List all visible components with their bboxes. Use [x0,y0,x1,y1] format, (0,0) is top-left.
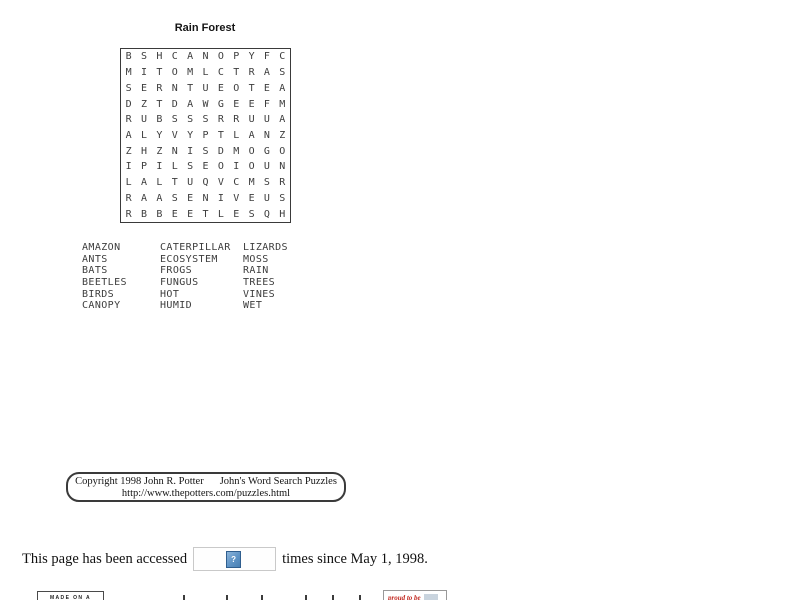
grid-letter: B [156,208,163,220]
word-list-column-3 [243,242,288,312]
grid-letter: A [187,51,194,63]
word-list-item: LIZARDS [243,242,288,253]
proud-badge-text: proud to be [388,594,421,600]
grid-letter: N [263,129,270,141]
grid-letter: H [279,208,286,220]
grid-letter: H [141,145,148,157]
access-text-prefix: This page has been accessed [22,550,188,567]
grid-letter: A [263,67,270,79]
grid-letter: O [279,145,286,157]
grid-letter: Z [125,145,132,157]
clipped-text-fragment [359,595,361,600]
clipped-text-fragment [305,595,307,600]
grid-letter: V [171,129,178,141]
grid-letter: S [187,161,194,173]
grid-letter: L [233,129,240,141]
grid-letter: A [156,192,163,204]
grid-letter: U [263,114,270,126]
grid-letter: L [125,177,132,189]
copyright-line1 [68,476,344,488]
word-list-item: ECOSYSTEM [160,253,218,265]
grid-letter: E [233,208,240,220]
grid-letter: A [279,82,286,94]
grid-letter: M [233,145,240,157]
copyright-text: Copyright 1998 John R. Potter [75,476,204,487]
grid-letter: Q [202,177,209,189]
grid-letter: D [171,98,178,110]
grid-letter: M [248,177,255,189]
grid-letter: O [171,67,178,79]
access-counter-line [22,547,428,571]
grid-letter: O [233,82,240,94]
grid-letter: U [202,82,209,94]
grid-letter: Y [187,129,194,141]
grid-letter: E [141,82,148,94]
grid-letter: H [156,51,163,63]
grid-letter: Z [156,145,163,157]
word-list-item: VINES [243,288,276,300]
grid-letter: L [217,208,224,220]
grid-letter: T [248,82,255,94]
grid-letter: S [187,114,194,126]
grid-letter: N [202,51,209,63]
grid-letter: I [125,161,132,173]
grid-letter: E [263,82,270,94]
grid-letter: V [233,192,240,204]
grid-letter: W [202,98,209,110]
word-list-item: MOSS [243,253,269,265]
grid-letter: F [263,98,270,110]
grid-letter: A [279,114,286,126]
grid-letter: A [248,129,255,141]
grid-letter: Z [279,129,286,141]
grid-letter: E [171,208,178,220]
word-list-item: WET [243,300,263,312]
grid-letter: B [141,208,148,220]
grid-letter: M [187,67,194,79]
grid-letter: R [156,82,163,94]
grid-letter: A [141,177,148,189]
word-list-item: FROGS [160,265,193,277]
grid-letter: T [202,208,209,220]
grid-letter: N [202,192,209,204]
grid-letter: S [171,114,178,126]
word-list-item: TREES [243,277,276,289]
grid-letter: S [202,114,209,126]
grid-letter: S [248,208,255,220]
grid-letter: G [217,98,224,110]
site-name: John's Word Search Puzzles [219,476,337,487]
word-list-column-2 [160,242,231,312]
grid-letter: A [125,129,132,141]
grid-letter: D [217,145,224,157]
grid-letter: C [233,177,240,189]
grid-letter: N [171,82,178,94]
access-text-suffix: times since May 1, 1998. [282,550,428,567]
made-on-a-mac-badge[interactable]: MADE ON A [37,591,104,600]
copyright-box [66,472,346,502]
word-list-item: AMAZON [82,242,121,253]
page-title: Rain Forest [174,22,236,34]
grid-letter: E [217,82,224,94]
grid-letter: Y [248,51,255,63]
grid-letter: T [187,82,194,94]
grid-letter: T [156,67,163,79]
word-list-item: HOT [160,288,180,300]
grid-letter: U [141,114,148,126]
grid-letter: P [202,129,209,141]
word-list-item: RAIN [243,265,269,277]
grid-letter: V [217,177,224,189]
word-list-item: BATS [82,265,108,277]
grid-letter: S [279,67,286,79]
grid-letter: E [202,161,209,173]
clipped-text-fragment [261,595,263,600]
grid-letter: T [156,98,163,110]
grid-letter: U [248,114,255,126]
grid-letter: N [279,161,286,173]
grid-letter: M [279,98,286,110]
grid-letter: E [187,208,194,220]
hit-counter-placeholder [193,547,276,571]
grid-letter: R [125,192,132,204]
grid-letter: L [202,67,209,79]
grid-letter: L [171,161,178,173]
clipped-text-fragment [183,595,185,600]
word-list-item: BIRDS [82,288,115,300]
grid-letter: E [233,98,240,110]
clipped-text-fragment [226,595,228,600]
word-list-item: HUMID [160,300,193,312]
word-list-item: BEETLES [82,277,127,289]
grid-letter: U [187,177,194,189]
grid-letter: Y [156,129,163,141]
grid-letter: Z [141,98,148,110]
grid-letter: S [171,192,178,204]
grid-letter: O [217,161,224,173]
grid-letter: R [248,67,255,79]
grid-letter: R [233,114,240,126]
proud-to-be-badge[interactable] [383,590,447,600]
broken-image-icon: ? [226,551,241,568]
grid-letter: C [217,67,224,79]
grid-letter: S [125,82,132,94]
grid-letter: I [156,161,163,173]
grid-letter: E [248,98,255,110]
grid-letter: C [279,51,286,63]
grid-letter: B [156,114,163,126]
grid-letter: R [279,177,286,189]
grid-letter: S [202,145,209,157]
grid-letter: O [248,145,255,157]
grid-letter: R [125,114,132,126]
clipped-text-fragment [332,595,334,600]
grid-letter: I [217,192,224,204]
grid-letter: L [141,129,148,141]
grid-letter: E [248,192,255,204]
grid-letter: E [187,192,194,204]
grid-letter: U [263,161,270,173]
grid-letter: C [171,51,178,63]
grid-letter: I [233,161,240,173]
copyright-url: http://www.thepotters.com/puzzles.html [121,487,291,499]
grid-letter: I [141,67,148,79]
grid-letter: L [156,177,163,189]
grid-letter: G [263,145,270,157]
word-list-item: ANTS [82,253,108,265]
word-list-item: CANOPY [82,300,121,312]
grid-letter: T [217,129,224,141]
grid-letter: R [217,114,224,126]
grid-letter: O [217,51,224,63]
proud-badge-graphic [424,594,438,600]
grid-letter: Q [263,208,270,220]
grid-letter: F [263,51,270,63]
word-search-grid [120,48,291,223]
word-list-item: CATERPILLAR [160,242,231,253]
grid-letter: S [141,51,148,63]
grid-letter: U [263,192,270,204]
grid-letter: T [233,67,240,79]
grid-letter: S [263,177,270,189]
grid-letter: O [248,161,255,173]
grid-letter: A [141,192,148,204]
grid-letter: B [125,51,132,63]
word-list-column-1 [82,242,127,312]
grid-letter: T [171,177,178,189]
grid-letter: N [171,145,178,157]
grid-letter: D [125,98,132,110]
grid-letter: P [233,51,240,63]
grid-letter: R [125,208,132,220]
word-list-item: FUNGUS [160,277,199,289]
grid-letter: A [187,98,194,110]
grid-letter: P [141,161,148,173]
grid-letter: I [187,145,194,157]
grid-letter: M [125,67,132,79]
grid-letter: S [279,192,286,204]
